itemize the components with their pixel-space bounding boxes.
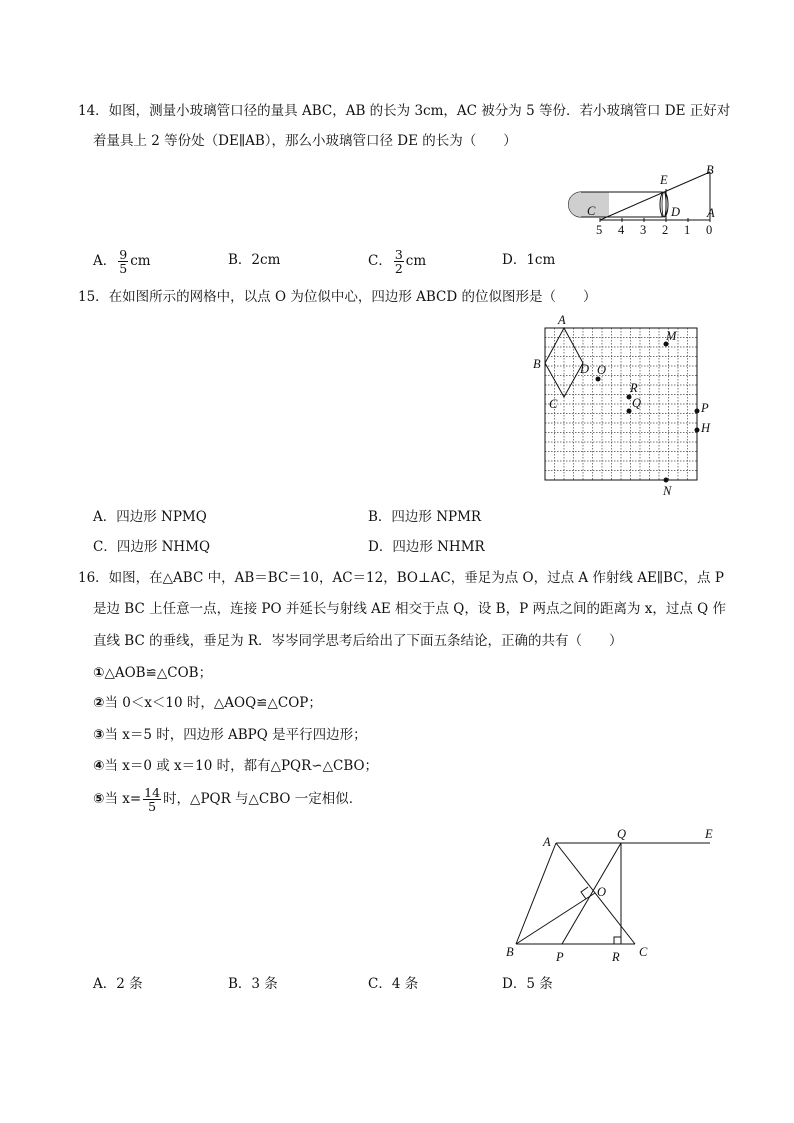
segment-ac (556, 843, 635, 944)
point-h (695, 428, 700, 433)
label-p: P (701, 401, 709, 415)
label-d: D (580, 362, 590, 376)
q15-option-b[interactable]: B．四边形 NPMR (368, 509, 482, 525)
label-q: Q (632, 396, 642, 410)
point-n (664, 478, 669, 483)
q14-option-d[interactable]: D．1cm (502, 252, 556, 268)
tick-2: 2 (662, 223, 669, 237)
q15-stem: 15．在如图所示的网格中，以点 O 为位似中心，四边形 ABCD 的位似图形是（ ） (78, 289, 597, 305)
q16-stem-line2: 是边 BC 上任意一点，连接 PO 并延长与射线 AE 相交于点 Q，设 B，P 两点之间的距离为 x，过点 Q 作 (93, 601, 727, 617)
point-p (695, 409, 700, 414)
q14-option-c[interactable]: C． $\frac{3}{2}$ cm (368, 247, 427, 276)
label-a: A (707, 206, 715, 220)
point-q (627, 409, 632, 414)
q15-option-d[interactable]: D．四边形 NHMR (368, 539, 485, 555)
q14-stem-line1: 14．如图，测量小玻璃管口径的量具 ABC，AB 的长为 3cm，AC 被分为 5 等份．若小玻璃管口 DE 正好对 (78, 103, 731, 119)
q16-statement-4: ④当 x＝0 或 x＝10 时，都有△PQR∽△CBO； (93, 758, 379, 774)
q16-statement-2: ②当 0＜x＜10 时，△AOQ≌△COP； (93, 695, 322, 711)
label-b: B (506, 945, 514, 959)
grid-lines (545, 328, 697, 480)
label-b: B (706, 163, 714, 177)
q14-option-a[interactable]: A． $\frac{9}{5}$ cm (93, 247, 151, 276)
label-q: Q (617, 827, 627, 841)
q16-statement-3: ③当 x＝5 时，四边形 ABPQ 是平行四边形； (93, 727, 367, 743)
label-e: E (705, 827, 713, 841)
label-p: P (556, 950, 564, 964)
q16-option-a[interactable]: A．2 条 (93, 976, 143, 992)
segment-pq (562, 843, 621, 944)
q14-option-b[interactable]: B．2cm (228, 252, 281, 268)
label-c: C (549, 397, 558, 411)
tick-0: 0 (706, 223, 713, 237)
right-angle-mark-r (614, 937, 621, 944)
tick-3: 3 (640, 223, 647, 237)
q16-option-c[interactable]: C．4 条 (368, 976, 419, 992)
label-c: C (587, 204, 596, 218)
q16-option-b[interactable]: B．3 条 (228, 976, 278, 992)
label-o: O (597, 363, 607, 377)
tick-1: 1 (684, 223, 691, 237)
label-a: A (558, 313, 566, 327)
q16-stem-line3: 直线 BC 的垂线，垂足为 R．岑岑同学思考后给出了下面五条结论，正确的共有（ ） (93, 633, 623, 649)
label-e: E (660, 173, 668, 187)
label-b: B (533, 357, 541, 371)
tube-mouth (660, 192, 668, 217)
q14-stem-line2: 着量具上 2 等份处（DE∥AB），那么小玻璃管口径 DE 的长为（ ） (93, 133, 517, 149)
point-o (596, 377, 601, 382)
label-c: C (639, 945, 648, 959)
label-d: D (671, 205, 681, 219)
q16-option-d[interactable]: D．5 条 (502, 976, 553, 992)
label-o: O (597, 885, 607, 899)
label-a: A (543, 835, 551, 849)
segment-bo (516, 893, 595, 944)
tick-4: 4 (618, 223, 625, 237)
label-n: N (663, 484, 672, 498)
q16-figure (500, 822, 730, 967)
point-r (627, 395, 632, 400)
tick-5: 5 (596, 223, 603, 237)
segment-ab (516, 843, 556, 944)
label-m: M (666, 329, 677, 343)
q16-statement-5: ⑤当 x= $\frac{14}{5}$ 时，△PQR 与△CBO 一定相似． (93, 785, 363, 814)
label-r: R (612, 950, 620, 964)
q16-statement-1: ①△AOB≌△COB； (93, 665, 213, 681)
q15-option-c[interactable]: C．四边形 NHMQ (93, 539, 211, 555)
q16-stem-line1: 16．如图，在△ABC 中，AB＝BC＝10，AC＝12，BO⊥AC，垂足为点 O，过点 A 作射线 AE∥BC，点 P (78, 570, 724, 586)
q15-option-a[interactable]: A．四边形 NPMQ (93, 509, 207, 525)
label-h: H (701, 421, 711, 435)
label-r: R (630, 381, 638, 395)
q14-figure (565, 160, 725, 242)
q15-grid-figure (528, 312, 728, 502)
right-angle-mark-o (581, 887, 588, 899)
